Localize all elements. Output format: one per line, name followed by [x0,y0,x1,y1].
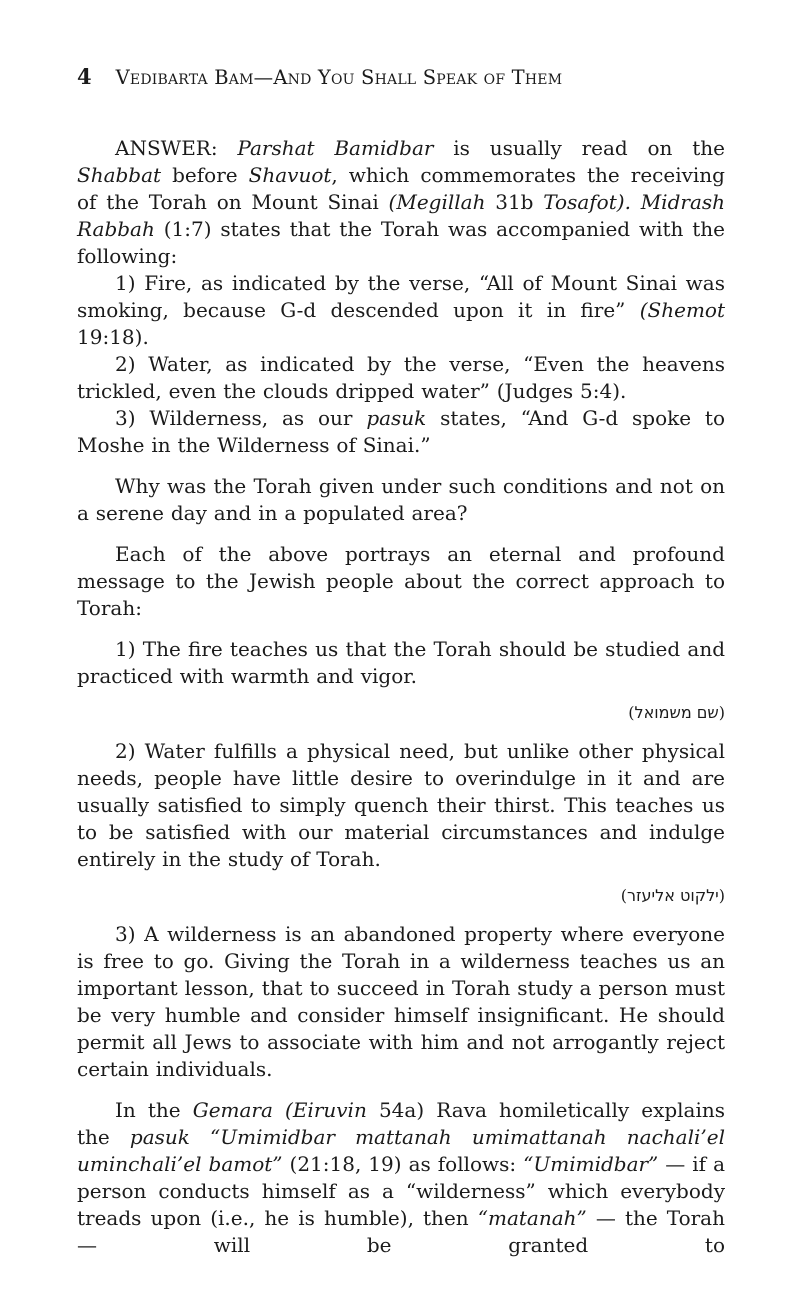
paragraph [77,405,725,459]
hebrew-citation: (שם משמואל) [628,703,725,722]
text-run: 2) Water fulfills a physical need, but unlike other physical needs, people have little desire to overindulge in it and are usually satisfied to simply quench their thirst. This teaches us to be satisfied with our material circumstances and indulge entirely in the study of Torah. [77,739,725,871]
italic-text-run: pasuk “Umimidbar mattanah umimattanah nachali’el uminchali’el bamot” [77,1125,725,1176]
text-run: Each of the above portrays an eternal and profound message to the Jewish people about the correct approach to Torah: [77,542,725,620]
paragraph [77,135,725,270]
page-number: 4 [77,64,92,89]
italic-text-run: Shabbat [77,163,162,187]
text-run: 31b [485,190,544,214]
italic-text-run: (Shemot [639,298,725,322]
text-run: 3) Wilderness, as our [115,406,367,430]
paragraph [77,921,725,1083]
paragraph [77,270,725,351]
hebrew-citation: (ילקוט אליעזר) [620,886,725,905]
text-run: before [161,163,249,187]
text-run: Why was the Torah given under such conditions and not on a serene day and in a populated area? [77,474,725,525]
text-run [631,190,641,214]
text-run: In the [115,1098,193,1122]
paragraph [77,636,725,690]
paragraph [77,738,725,873]
italic-text-run: Parshat Bamidbar [237,136,434,160]
paragraph [77,351,725,405]
paragraph [77,1097,725,1259]
page-header [0,0,800,89]
italic-text-run: “Umimidbar” [523,1152,659,1176]
text-run: 2) Water, as indicated by the verse, “Even the heavens trickled, even the clouds dripped water” (Judges 5:4). [77,352,725,403]
text-run: 3) A wilderness is an abandoned property where everyone is free to go. Giving the Torah in a wilderness teaches us an important lesson, that to succeed in Torah study a person must be very humble and consider himself insignificant. He should permit all Jews to associate with him and not arrogantly reject certain individuals. [77,922,725,1081]
page-text [0,89,800,1259]
italic-text-run: Gemara (Eiruvin [192,1098,367,1122]
italic-text-run: pasuk [366,406,427,430]
text-run: 1) The fire teaches us that the Torah should be studied and practiced with warmth and vigor. [77,637,725,688]
paragraph [77,541,725,622]
italic-text-run: Shavuot [248,163,332,187]
text-run: 54a) Rava homiletically explains the [77,1098,726,1149]
text-run: , which commemorates the receiving of the Torah on Mount Sinai [77,163,725,214]
text-run: ANSWER: [115,136,238,160]
text-run: is usually read on the [433,136,725,160]
italic-text-run: “matanah” [477,1206,587,1230]
running-title: Vedibarta Bam—And You Shall Speak of Them [115,66,563,89]
paragraph [77,473,725,527]
text-run: — if a person conducts himself as a “wilderness” which everybody treads upon (i.e., he is humble), then [77,1152,726,1230]
italic-text-run: Midrash Rabbah [77,190,726,241]
text-run: (21:18, 19) as follows: [282,1152,524,1176]
italic-text-run: Tosafot). [543,190,631,214]
text-run: (1:7) states that the Torah was accompanied with the following: [77,217,725,268]
italic-text-run: (Megillah [388,190,486,214]
text-run: states, “And G-d spoke to Moshe in the Wilderness of Sinai.” [77,406,725,457]
text-run: 1) Fire, as indicated by the verse, “All of Mount Sinai was smoking, because G-d descended upon it in fire” [77,271,725,322]
text-run: — the Torah — will be granted to [77,1206,725,1257]
text-run: 19:18). [77,325,149,349]
